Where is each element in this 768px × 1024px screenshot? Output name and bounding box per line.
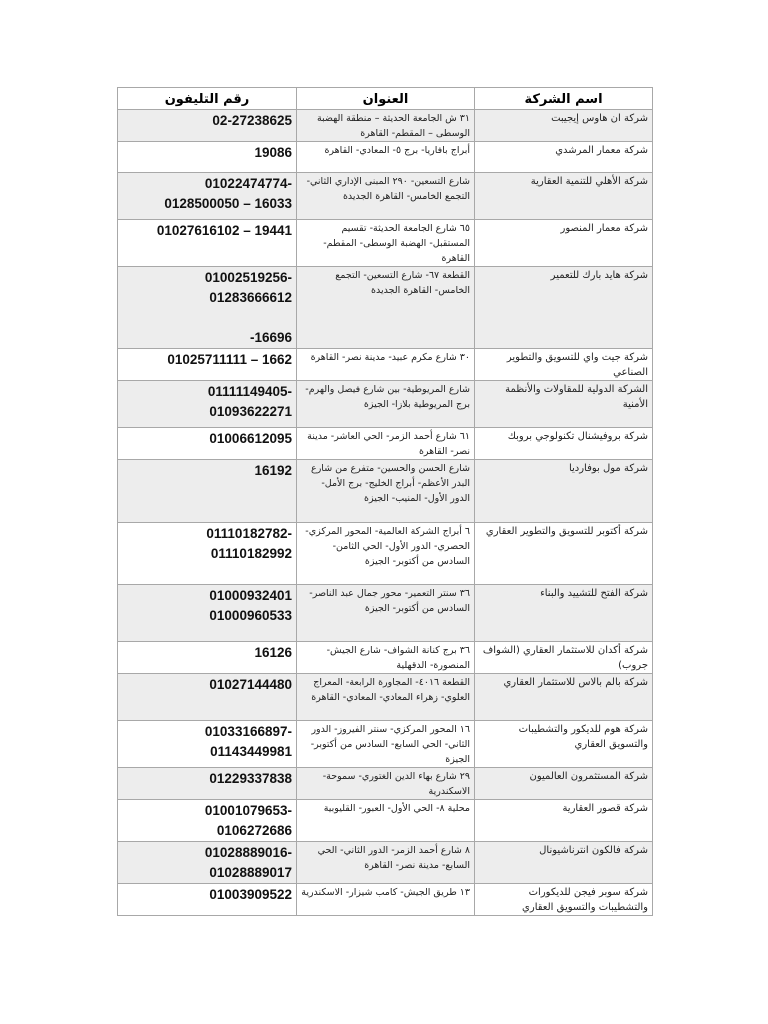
address-cell: ٦١ شارع أحمد الزمر- الحي العاشر- مدينة نصر- القاهرة bbox=[297, 428, 475, 460]
phone-cell: 01027144480 bbox=[118, 674, 297, 721]
company-name-cell: شركة هايد بارك للتعمير bbox=[475, 267, 653, 349]
phone-cell: 01001079653- 0106272686 bbox=[118, 800, 297, 842]
table-row bbox=[118, 642, 653, 674]
table-body bbox=[118, 110, 653, 916]
address-cell: شارع الحسن والحسين- متفرع من شارع البدر الأعظم- أبراج الخليج- برج الأمل- الدور الأول- المنيب- الجيزة bbox=[297, 460, 475, 523]
company-name-cell: شركة بالم بالاس للاستثمار العقاري bbox=[475, 674, 653, 721]
address-cell: ٣١ ش الجامعة الحديثة – منطقة الهضبة الوسطى – المقطم- القاهرة bbox=[297, 110, 475, 142]
phone-cell: 01028889016- 01028889017 bbox=[118, 842, 297, 884]
company-name-cell: شركة بروفيشنال تكنولوجي بروبك bbox=[475, 428, 653, 460]
table-row bbox=[118, 842, 653, 884]
table-row bbox=[118, 220, 653, 267]
header-address: العنوان bbox=[297, 88, 475, 110]
table-row bbox=[118, 768, 653, 800]
table-row bbox=[118, 267, 653, 349]
company-name-cell: شركة المستثمرون العالميون bbox=[475, 768, 653, 800]
company-name-cell: شركة الأهلي للتنمية العقارية bbox=[475, 173, 653, 220]
company-name-cell: شركة أكتوبر للتسويق والتطوير العقاري bbox=[475, 523, 653, 585]
table-row bbox=[118, 110, 653, 142]
company-name-cell: شركة معمار المنصور bbox=[475, 220, 653, 267]
company-directory-table bbox=[117, 87, 653, 916]
company-name-cell: شركة فالكون انترناشيونال bbox=[475, 842, 653, 884]
company-name-cell: شركة قصور العقارية bbox=[475, 800, 653, 842]
table-row bbox=[118, 674, 653, 721]
table-row bbox=[118, 349, 653, 381]
company-name-cell: شركة الفتح للتشييد والبناء bbox=[475, 585, 653, 642]
phone-cell: 01006612095 bbox=[118, 428, 297, 460]
company-name-cell: الشركة الدولية للمقاولات والأنظمة الأمنية bbox=[475, 381, 653, 428]
table-row bbox=[118, 460, 653, 523]
phone-cell: 01229337838 bbox=[118, 768, 297, 800]
address-cell: ٨ شارع أحمد الزمر- الدور الثاني- الحي السابع- مدينة نصر- القاهرة bbox=[297, 842, 475, 884]
phone-cell: 01110182782- 01110182992 bbox=[118, 523, 297, 585]
address-cell: محلية ٨- الحي الأول- العبور- القليوبية bbox=[297, 800, 475, 842]
header-company-name: اسم الشركة bbox=[475, 88, 653, 110]
company-name-cell: شركة مول بوفارديا bbox=[475, 460, 653, 523]
table-row bbox=[118, 523, 653, 585]
phone-cell: 02-27238625 bbox=[118, 110, 297, 142]
phone-cell: 01002519256- 01283666612 -16696 bbox=[118, 267, 297, 349]
company-name-cell: شركة معمار المرشدي bbox=[475, 142, 653, 173]
company-name-cell: شركة سوبر فيجن للديكورات والتشطيبات والتسويق العقاري bbox=[475, 884, 653, 916]
table-row bbox=[118, 381, 653, 428]
phone-cell: 01027616102 – 19441 bbox=[118, 220, 297, 267]
phone-cell: 16192 bbox=[118, 460, 297, 523]
table-row bbox=[118, 428, 653, 460]
header-phone: رقم التليفون bbox=[118, 88, 297, 110]
address-cell: ٣٦ سنتر التعمير- محور جمال عبد الناصر- السادس من أكتوبر- الجيزة bbox=[297, 585, 475, 642]
table-row bbox=[118, 884, 653, 916]
phone-cell: 16126 bbox=[118, 642, 297, 674]
table-row bbox=[118, 800, 653, 842]
table-row bbox=[118, 585, 653, 642]
address-cell: ١٣ طريق الجيش- كامب شيزار- الاسكندرية bbox=[297, 884, 475, 916]
address-cell: ٦٥ شارع الجامعة الحديثة- تقسيم المستقبل- الهضبة الوسطى- المقطم- القاهرة bbox=[297, 220, 475, 267]
company-name-cell: شركة ان هاوس إيجيبت bbox=[475, 110, 653, 142]
company-name-cell: شركة أكدان للاستثمار العقاري (الشواف جروب) bbox=[475, 642, 653, 674]
company-name-cell: شركة هوم للديكور والتشطيبات والتسويق العقاري bbox=[475, 721, 653, 768]
phone-cell: 01003909522 bbox=[118, 884, 297, 916]
phone-cell: 01033166897- 01143449981 bbox=[118, 721, 297, 768]
phone-cell: 01025711111 – 1662 bbox=[118, 349, 297, 381]
phone-cell: 19086 bbox=[118, 142, 297, 173]
phone-cell: 01000932401 01000960533 bbox=[118, 585, 297, 642]
table-row bbox=[118, 721, 653, 768]
address-cell: ١٦ المحور المركزي- سنتر الفيروز- الدور الثاني- الحي السابع- السادس من أكتوبر- الجيزة bbox=[297, 721, 475, 768]
table-row bbox=[118, 173, 653, 220]
company-name-cell: شركة جيت واي للتسويق والتطوير الصناعي bbox=[475, 349, 653, 381]
table-row bbox=[118, 142, 653, 173]
address-cell: القطعة ٤٠١٦- المجاورة الرابعة- المعراج العلوي- زهراء المعادي- المعادي- القاهرة bbox=[297, 674, 475, 721]
header-row bbox=[118, 88, 653, 110]
address-cell: شارع المريوطية- بين شارع فيصل والهرم- برج المريوطية بلازا- الجيزة bbox=[297, 381, 475, 428]
phone-cell: 01111149405- 01093622271 bbox=[118, 381, 297, 428]
address-cell: شارع التسعين- ٢٩٠ المبنى الإداري الثاني- التجمع الخامس- القاهرة الجديدة bbox=[297, 173, 475, 220]
address-cell: ٣٠ شارع مكرم عبيد- مدينة نصر- القاهرة bbox=[297, 349, 475, 381]
address-cell: ٣٦ برج كنانة الشواف- شارع الجيش- المنصورة- الدقهلية bbox=[297, 642, 475, 674]
address-cell: أبراج بافاريا- برج ٥- المعادي- القاهرة bbox=[297, 142, 475, 173]
address-cell: ٦ أبراج الشركة العالمية- المحور المركزي- الحصري- الدور الأول- الحي الثامن- السادس من أكتوبر- الجيزة bbox=[297, 523, 475, 585]
address-cell: القطعة ٦٧- شارع التسعين- التجمع الخامس- القاهرة الجديدة bbox=[297, 267, 475, 349]
phone-cell: 01022474774- 0128500050 – 16033 bbox=[118, 173, 297, 220]
address-cell: ٢٩ شارع بهاء الدين الغتوري- سموحة- الاسكندرية bbox=[297, 768, 475, 800]
